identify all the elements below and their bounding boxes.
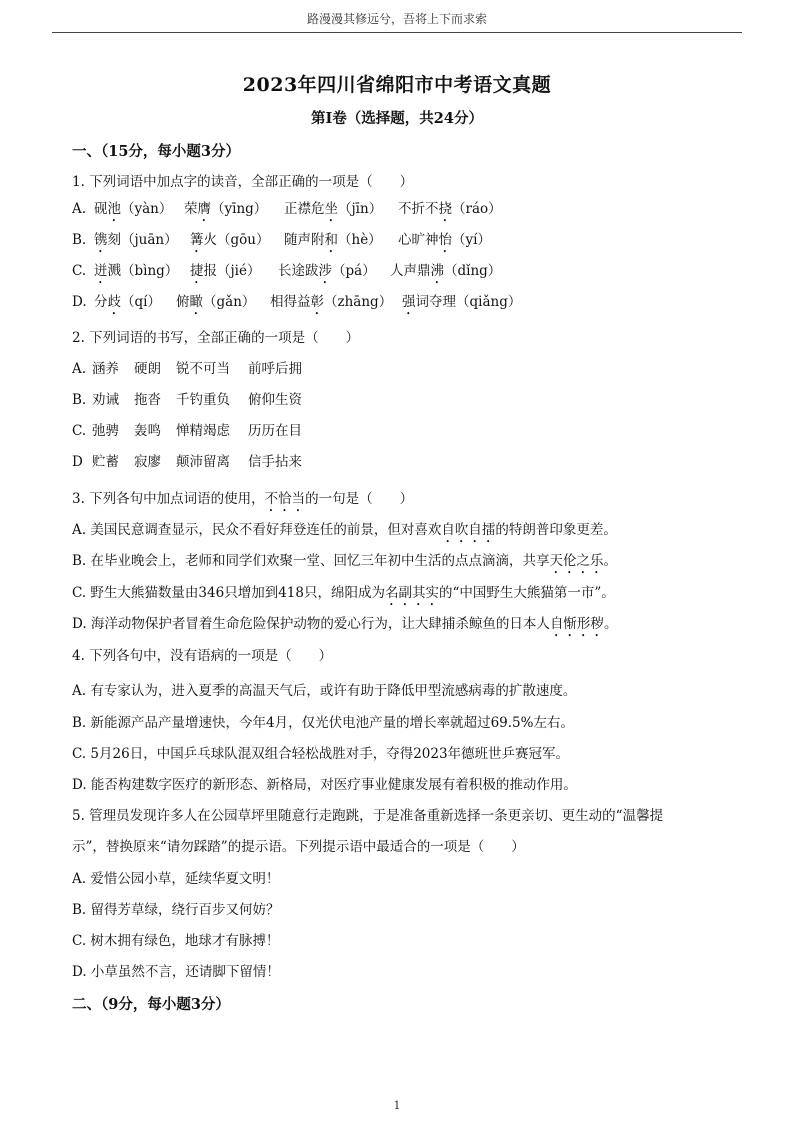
question-3-option-b: B. 在毕业晚会上，老师和同学们欢聚一堂、回忆三年初中生活的点点滴滴，共享天伦之乐。 (72, 553, 618, 569)
question-2-option-b: B. 劝诫 拖沓 千钓重负 俯仰生资 (72, 392, 302, 408)
header-motto: 路漫漫其修远兮，吾将上下而求索 (306, 12, 487, 26)
question-1-option-b (72, 231, 491, 249)
word-item: 不折不挠（ráo） (398, 201, 502, 217)
word-item: 分歧（qí） (94, 294, 161, 310)
word-item: 人声鼎沸（dǐng） (390, 263, 502, 279)
word-item: 心旷神怡（yí） (398, 232, 491, 248)
question-3-option-a: A. 美国民意调查显示，民众不看好拜登连任的前景，但对喜欢自吹自擂的特朗普印象更差。 (72, 522, 617, 538)
question-5-option-b: B. 留得芳草绿，绕行百步又何妨？ (72, 902, 280, 918)
question-3-stem: 3. 下列各句中加点词语的使用，不恰当的一句是（ ） (72, 491, 414, 507)
word-item: 俯瞰（gǎn） (176, 294, 256, 310)
question-4-option-c: C. 5月26日，中国乒乓球队混双组合轻松战胜对手，夺得2023年德班世乒赛冠军。 (72, 746, 570, 762)
section-heading-1: 一、（15分，每小题3分） (72, 143, 241, 160)
question-5-stem-line-1: 5. 管理员发现许多人在公园草坪里随意行走跑跳，于是准备重新选择一条更亲切、更生动的“温馨提 (72, 808, 664, 824)
question-4-stem: 4. 下列各句中，没有语病的一项是（ ） (72, 648, 333, 664)
question-2-option-c: C. 弛骋 轰鸣 惮精竭虑 历历在目 (72, 423, 302, 439)
question-2-stem: 2. 下列词语的书写，全部正确的一项是（ ） (72, 330, 360, 346)
word-item: 迸溅（bìng） (94, 263, 179, 279)
option-label: C. (72, 263, 87, 279)
option-label: D. (72, 294, 87, 310)
question-1-stem: 1. 下列词语中加点字的读音，全部正确的一项是（ ） (72, 174, 414, 190)
question-4-option-a: A. 有专家认为，进入夏季的高温天气后，或许有助于降低甲型流感病毒的扩散速度。 (72, 683, 577, 699)
page-subtitle: 第Ⅰ卷（选择题，共24分） (311, 110, 483, 127)
word-item: 随声附和（hè） (284, 232, 382, 248)
word-item: 荣膺（yīng） (184, 201, 268, 217)
section-heading-2: 二、（9分，每小题3分） (72, 996, 230, 1013)
question-1-option-a (72, 200, 502, 218)
question-5-option-a: A. 爱惜公园小草，延续华夏文明！ (72, 871, 280, 887)
question-2-option-d: D 贮蓄 寂廖 颠沛留离 信手拈来 (72, 454, 302, 470)
question-5-option-d: D. 小草虽然不言，还请脚下留情！ (72, 964, 280, 980)
question-3-option-d: D. 海洋动物保护者冒着生命危险保护动物的爱心行为，让大肆捕杀鲸鱼的日本人自惭形秽。 (72, 616, 618, 632)
word-item: 镌刻（juān） (94, 232, 178, 248)
page-number: 1 (393, 1099, 401, 1112)
word-item: 篝火（gōu） (190, 232, 270, 248)
question-2-option-a: A. 涵养 硬朗 锐不可当 前呼后拥 (72, 361, 302, 377)
question-4-option-d: D. 能否构建数字医疗的新形态、新格局，对医疗事业健康发展有着积极的推动作用。 (72, 777, 577, 793)
option-label: B. (72, 232, 87, 248)
question-3-option-c: C. 野生大熊猫数量由346只增加到418只，绵阳成为名副其实的“中国野生大熊猫第一市”。 (72, 585, 615, 601)
question-1-option-c (72, 262, 502, 280)
word-item: 长途跋涉（pá） (278, 263, 376, 279)
header-divider (52, 32, 742, 33)
word-item: 强词夺理（qiǎng） (402, 294, 522, 310)
page-title: 2023年四川省绵阳市中考语文真题 (242, 74, 552, 96)
word-item: 捷报（jié） (190, 263, 261, 279)
question-5-stem-line-2: 示”，替换原来“请勿踩踏”的提示语。下列提示语中最适合的一项是（ ） (72, 839, 525, 855)
word-item: 相得益彰（zhāng） (270, 294, 393, 310)
word-item: 砚池（yàn） (94, 201, 173, 217)
word-item: 正襟危坐（jīn） (284, 201, 383, 217)
question-1-option-d (72, 293, 522, 311)
question-4-option-b: B. 新能源产品产量增速快，今年4月，仅光伏电池产量的增长率就超过69.5%左右。 (72, 715, 574, 731)
option-label: A. (72, 201, 87, 217)
question-5-option-c: C. 树木拥有绿色，地球才有脉搏！ (72, 933, 280, 949)
